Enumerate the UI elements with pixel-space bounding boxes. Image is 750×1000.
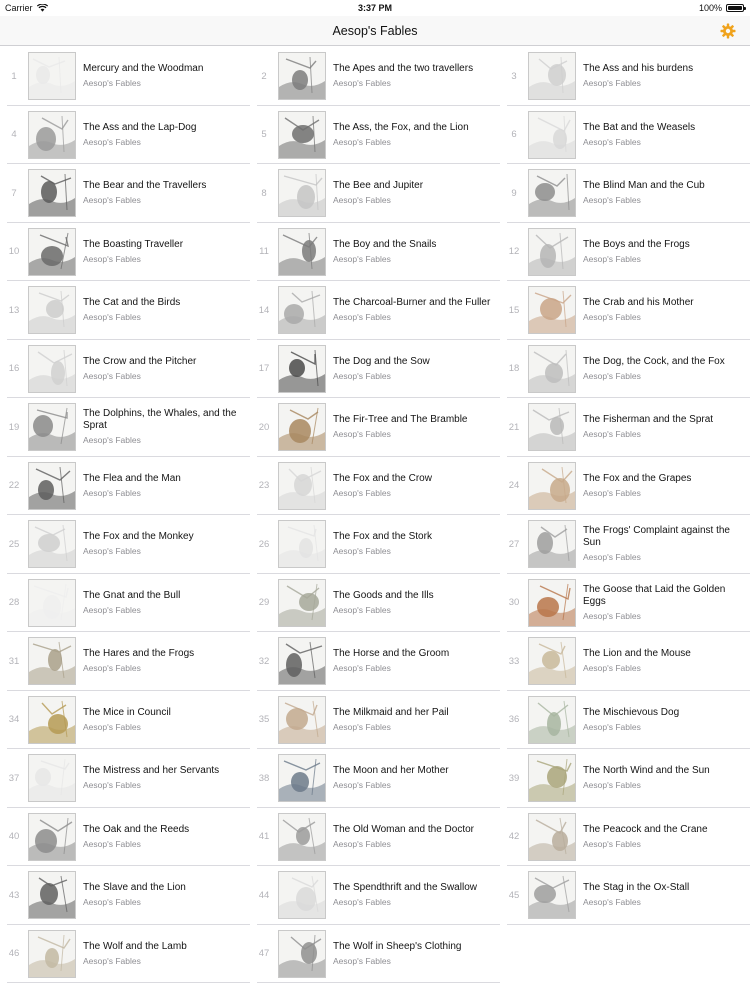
fable-illustration (28, 345, 76, 393)
fable-item[interactable] (0, 457, 250, 516)
fable-title: The Fox and the Stork (333, 531, 432, 543)
fable-title: The Gnat and the Bull (83, 589, 181, 601)
fable-subtitle: Aesop's Fables (583, 780, 641, 791)
fable-illustration (278, 169, 326, 217)
fable-text (583, 164, 742, 223)
fable-illustration (528, 871, 576, 919)
fable-index: 11 (259, 246, 269, 258)
fable-item[interactable] (250, 866, 500, 925)
fable-index: 9 (511, 187, 517, 199)
fable-illustration (28, 930, 76, 978)
fable-text (333, 632, 492, 691)
status-time: 3:37 PM (357, 3, 392, 13)
fable-title: The Boy and the Snails (333, 238, 437, 250)
fable-index: 42 (508, 831, 520, 843)
fable-subtitle: Aesop's Fables (333, 312, 391, 323)
fable-illustration (278, 520, 326, 568)
fable-text (83, 866, 242, 925)
fable-index: 40 (8, 831, 20, 843)
fable-item[interactable] (0, 866, 250, 925)
fable-subtitle: Aesop's Fables (83, 546, 141, 557)
fable-subtitle: Aesop's Fables (333, 370, 391, 381)
fable-illustration (278, 345, 326, 393)
fable-subtitle: Aesop's Fables (333, 546, 391, 557)
fable-subtitle: Aesop's Fables (583, 897, 641, 908)
fable-index: 4 (11, 129, 17, 141)
fable-item[interactable] (250, 47, 500, 106)
fable-illustration (528, 403, 576, 451)
fable-item[interactable] (250, 106, 500, 165)
fable-text (83, 398, 242, 457)
fable-subtitle: Aesop's Fables (333, 429, 391, 440)
fable-illustration (278, 754, 326, 802)
fable-text (333, 106, 492, 165)
fable-text (583, 691, 742, 750)
fable-index: 20 (258, 421, 270, 433)
fable-subtitle: Aesop's Fables (583, 429, 641, 440)
fable-item[interactable] (500, 164, 750, 223)
fable-index: 8 (261, 187, 267, 199)
fable-item[interactable] (0, 632, 250, 691)
fable-illustration (278, 462, 326, 510)
fable-index: 35 (258, 714, 270, 726)
status-right (699, 3, 744, 13)
fable-index: 45 (508, 889, 520, 901)
fable-item[interactable] (0, 925, 250, 984)
fable-title: The Fox and the Crow (333, 472, 432, 484)
fable-subtitle: Aesop's Fables (333, 136, 391, 147)
fable-title: The Apes and the two travellers (333, 63, 474, 75)
fable-index: 21 (508, 421, 520, 433)
fable-item[interactable] (250, 457, 500, 516)
fable-title: The North Wind and the Sun (583, 765, 710, 777)
fable-index: 14 (258, 304, 270, 316)
status-bar (0, 0, 750, 16)
fable-subtitle: Aesop's Fables (83, 838, 141, 849)
fable-subtitle: Aesop's Fables (83, 78, 141, 89)
fable-illustration (28, 403, 76, 451)
fable-index: 13 (8, 304, 20, 316)
fable-title: The Hares and the Frogs (83, 648, 195, 660)
fable-illustration (528, 52, 576, 100)
fable-subtitle: Aesop's Fables (83, 663, 141, 674)
fable-subtitle: Aesop's Fables (583, 721, 641, 732)
fable-title: The Bee and Jupiter (333, 180, 424, 192)
fable-illustration (28, 754, 76, 802)
battery-percent: 100% (698, 3, 722, 13)
fable-text (333, 574, 492, 633)
fable-index: 30 (508, 597, 520, 609)
fable-index: 41 (258, 831, 270, 843)
fable-index: 5 (261, 129, 267, 141)
fable-title: The Oak and the Reeds (83, 823, 190, 835)
fable-index: 23 (258, 480, 270, 492)
fable-illustration (28, 52, 76, 100)
fable-item[interactable] (0, 749, 250, 808)
fable-item[interactable] (250, 398, 500, 457)
fable-subtitle: Aesop's Fables (583, 312, 641, 323)
fable-item[interactable] (500, 106, 750, 165)
settings-button[interactable] (718, 21, 738, 41)
fable-text (583, 866, 742, 925)
fable-text (333, 515, 492, 574)
fable-illustration (28, 228, 76, 276)
fable-index: 27 (508, 538, 520, 550)
fable-subtitle: Aesop's Fables (83, 435, 141, 446)
fable-subtitle: Aesop's Fables (583, 663, 641, 674)
fable-index: 28 (8, 597, 20, 609)
fable-title: The Boasting Traveller (83, 238, 184, 250)
fable-title: The Wolf and the Lamb (83, 940, 187, 952)
fable-subtitle: Aesop's Fables (583, 552, 641, 563)
fable-subtitle: Aesop's Fables (333, 897, 391, 908)
fable-title: The Ass and the Lap-Dog (83, 121, 197, 133)
fable-subtitle: Aesop's Fables (83, 136, 141, 147)
fable-text (333, 223, 492, 282)
fable-subtitle: Aesop's Fables (83, 955, 141, 966)
fable-illustration (28, 286, 76, 334)
fable-item[interactable] (250, 808, 500, 867)
fable-subtitle: Aesop's Fables (333, 78, 391, 89)
fable-subtitle: Aesop's Fables (333, 955, 391, 966)
fable-index: 37 (8, 772, 20, 784)
fable-illustration (278, 228, 326, 276)
fable-title: The Old Woman and the Doctor (333, 823, 474, 835)
fable-illustration (528, 286, 576, 334)
fable-illustration (28, 111, 76, 159)
fable-item[interactable] (0, 691, 250, 750)
fable-title: The Fox and the Monkey (83, 531, 194, 543)
fable-subtitle: Aesop's Fables (333, 663, 391, 674)
fable-item[interactable] (500, 691, 750, 750)
fable-title: Mercury and the Woodman (83, 63, 204, 75)
fable-item[interactable] (500, 457, 750, 516)
fable-index: 43 (8, 889, 20, 901)
fable-text (83, 925, 242, 984)
fable-item[interactable] (0, 574, 250, 633)
fable-title: The Goose that Laid the Golden Eggs (583, 583, 726, 607)
fable-illustration (28, 169, 76, 217)
fable-index: 24 (508, 480, 520, 492)
fable-item[interactable] (0, 398, 250, 457)
fable-subtitle: Aesop's Fables (83, 897, 141, 908)
fable-illustration (28, 462, 76, 510)
fable-illustration (28, 871, 76, 919)
fable-index: 10 (8, 246, 20, 258)
fable-item[interactable] (500, 632, 750, 691)
fable-subtitle: Aesop's Fables (333, 838, 391, 849)
fable-illustration (528, 520, 576, 568)
fable-subtitle: Aesop's Fables (83, 604, 141, 615)
fable-title: The Dog, the Cock, and the Fox (583, 355, 725, 367)
fable-index: 36 (508, 714, 520, 726)
fable-title: The Crab and his Mother (583, 297, 694, 309)
fable-item[interactable] (250, 749, 500, 808)
fable-text (583, 808, 742, 867)
fable-title: The Stag in the Ox-Stall (583, 882, 690, 894)
fable-subtitle: Aesop's Fables (583, 838, 641, 849)
fable-subtitle: Aesop's Fables (583, 610, 641, 621)
fable-illustration (528, 169, 576, 217)
fable-index: 16 (8, 363, 20, 375)
fable-illustration (528, 813, 576, 861)
fable-item[interactable] (500, 808, 750, 867)
fable-item[interactable] (0, 164, 250, 223)
fable-text (83, 223, 242, 282)
fable-title: The Boys and the Frogs (583, 238, 690, 250)
fable-illustration (528, 579, 576, 627)
fable-index: 19 (8, 421, 20, 433)
carrier-label: Carrier (5, 3, 33, 13)
fable-title: The Dog and the Sow (333, 355, 430, 367)
fable-subtitle: Aesop's Fables (83, 487, 141, 498)
fable-item[interactable] (250, 691, 500, 750)
fable-item[interactable] (0, 808, 250, 867)
fable-text (83, 691, 242, 750)
fable-index: 26 (258, 538, 270, 550)
fable-item[interactable] (250, 164, 500, 223)
gear-icon (720, 23, 736, 39)
fable-text (333, 691, 492, 750)
row-separator (507, 924, 750, 925)
fable-subtitle: Aesop's Fables (583, 370, 641, 381)
fable-text (83, 632, 242, 691)
fable-illustration (528, 696, 576, 744)
fable-title: The Mice in Council (83, 706, 171, 718)
fable-text (83, 47, 242, 106)
fable-subtitle: Aesop's Fables (83, 253, 141, 264)
fable-illustration (278, 813, 326, 861)
fable-text (333, 340, 492, 399)
fable-title: The Ass, the Fox, and the Lion (333, 121, 469, 133)
fable-text (333, 281, 492, 340)
fable-illustration (278, 52, 326, 100)
page-title: Aesop's Fables (332, 24, 418, 38)
fable-subtitle: Aesop's Fables (333, 780, 391, 791)
fable-item[interactable] (250, 223, 500, 282)
fable-subtitle: Aesop's Fables (583, 487, 641, 498)
fable-text (83, 457, 242, 516)
fable-illustration (28, 637, 76, 685)
fable-index: 47 (258, 948, 270, 960)
fable-index: 39 (508, 772, 520, 784)
fable-title: The Flea and the Man (83, 472, 181, 484)
fable-subtitle: Aesop's Fables (83, 195, 141, 206)
fable-illustration (28, 696, 76, 744)
fable-item[interactable] (0, 47, 250, 106)
fable-text (83, 749, 242, 808)
fable-item[interactable] (500, 281, 750, 340)
fable-title: The Fir-Tree and The Bramble (333, 414, 468, 426)
fable-index: 3 (511, 70, 517, 82)
fable-index: 2 (261, 70, 267, 82)
fable-subtitle: Aesop's Fables (583, 253, 641, 264)
fable-illustration (28, 813, 76, 861)
fable-title: The Crow and the Pitcher (83, 355, 197, 367)
fable-index: 18 (508, 363, 520, 375)
fable-title: The Spendthrift and the Swallow (333, 882, 477, 894)
fable-text (333, 925, 492, 984)
fable-item[interactable] (250, 632, 500, 691)
fable-text (583, 749, 742, 808)
fable-text (583, 281, 742, 340)
fable-index: 12 (508, 246, 520, 258)
fable-title: The Lion and the Mouse (583, 648, 691, 660)
fable-illustration (528, 228, 576, 276)
fable-item[interactable] (250, 925, 500, 984)
fable-subtitle: Aesop's Fables (333, 253, 391, 264)
fable-illustration (528, 637, 576, 685)
fable-index: 29 (258, 597, 270, 609)
fable-title: The Milkmaid and her Pail (333, 706, 449, 718)
fable-illustration (278, 286, 326, 334)
fable-subtitle: Aesop's Fables (333, 604, 391, 615)
fable-subtitle: Aesop's Fables (333, 487, 391, 498)
fable-item[interactable] (0, 515, 250, 574)
fable-item[interactable] (0, 223, 250, 282)
fable-title: The Bat and the Weasels (583, 121, 696, 133)
fable-item[interactable] (500, 398, 750, 457)
fable-illustration (278, 930, 326, 978)
fable-title: The Cat and the Birds (83, 297, 181, 309)
fable-index: 34 (8, 714, 20, 726)
fable-text (333, 749, 492, 808)
fable-title: The Charcoal-Burner and the Fuller (333, 297, 491, 309)
fable-illustration (278, 579, 326, 627)
fable-index: 33 (508, 655, 520, 667)
fable-illustration (28, 579, 76, 627)
fable-text (583, 515, 742, 574)
fable-item[interactable] (500, 340, 750, 399)
fable-text (583, 398, 742, 457)
fable-index: 17 (258, 363, 270, 375)
fable-illustration (278, 637, 326, 685)
battery-icon (726, 4, 744, 12)
fable-text (333, 47, 492, 106)
fable-subtitle: Aesop's Fables (83, 780, 141, 791)
fable-text (333, 866, 492, 925)
fable-subtitle: Aesop's Fables (333, 195, 391, 206)
fable-index: 38 (258, 772, 270, 784)
fable-text (83, 808, 242, 867)
fable-title: The Goods and the Ills (333, 589, 434, 601)
fable-text (83, 574, 242, 633)
fable-text (333, 808, 492, 867)
fable-title: The Blind Man and the Cub (583, 180, 705, 192)
fable-illustration (278, 871, 326, 919)
fable-subtitle: Aesop's Fables (83, 721, 141, 732)
fable-illustration (528, 754, 576, 802)
fable-title: The Bear and the Travellers (83, 180, 207, 192)
fable-text (83, 106, 242, 165)
fable-title: The Fisherman and the Sprat (583, 414, 714, 426)
fable-item[interactable] (500, 223, 750, 282)
fable-item[interactable] (500, 866, 750, 925)
fable-subtitle: Aesop's Fables (583, 195, 641, 206)
fable-text (333, 164, 492, 223)
fable-illustration (528, 111, 576, 159)
fable-text (333, 398, 492, 457)
fable-text (583, 106, 742, 165)
fable-title: The Dolphins, the Whales, and the Sprat (83, 408, 237, 432)
fable-index: 46 (8, 948, 20, 960)
fable-index: 32 (258, 655, 270, 667)
fable-index: 7 (11, 187, 17, 199)
fable-item[interactable] (0, 106, 250, 165)
fable-item[interactable] (500, 515, 750, 574)
fable-title: The Fox and the Grapes (583, 472, 692, 484)
fable-text (583, 223, 742, 282)
fable-item[interactable] (500, 574, 750, 633)
fable-text (333, 457, 492, 516)
fable-illustration (28, 520, 76, 568)
fable-text (83, 515, 242, 574)
fable-text (83, 164, 242, 223)
fable-illustration (528, 345, 576, 393)
fable-title: The Slave and the Lion (83, 882, 186, 894)
fable-subtitle: Aesop's Fables (583, 136, 641, 147)
fable-subtitle: Aesop's Fables (83, 370, 141, 381)
fable-index: 15 (508, 304, 520, 316)
navigation-bar (0, 16, 750, 46)
fable-illustration (278, 111, 326, 159)
fable-text (83, 281, 242, 340)
fable-index: 31 (8, 655, 20, 667)
fable-illustration (278, 696, 326, 744)
fable-title: The Mistress and her Servants (83, 765, 220, 777)
fable-index: 6 (511, 129, 517, 141)
fable-item[interactable] (500, 47, 750, 106)
fable-text (583, 457, 742, 516)
fable-item[interactable] (0, 281, 250, 340)
fable-item[interactable] (250, 574, 500, 633)
fable-title: The Ass and his burdens (583, 63, 694, 75)
fable-title: The Peacock and the Crane (583, 823, 708, 835)
row-separator (7, 982, 250, 983)
fable-item[interactable] (250, 281, 500, 340)
fable-text (583, 574, 742, 633)
fable-text (83, 340, 242, 399)
fable-title: The Mischievous Dog (583, 706, 680, 718)
fable-title: The Wolf in Sheep's Clothing (333, 940, 462, 952)
fable-index: 22 (8, 480, 20, 492)
fable-item[interactable] (250, 340, 500, 399)
fable-subtitle: Aesop's Fables (583, 78, 641, 89)
fable-subtitle: Aesop's Fables (333, 721, 391, 732)
fable-text (583, 47, 742, 106)
row-separator (257, 982, 500, 983)
fable-illustration (278, 403, 326, 451)
fable-item[interactable] (250, 515, 500, 574)
fable-text (583, 340, 742, 399)
fable-index: 44 (258, 889, 270, 901)
fable-subtitle: Aesop's Fables (83, 312, 141, 323)
fable-item[interactable] (500, 749, 750, 808)
fable-index: 25 (8, 538, 20, 550)
fable-title: The Moon and her Mother (333, 765, 449, 777)
fable-index: 1 (11, 70, 17, 82)
fable-title: The Horse and the Groom (333, 648, 450, 660)
fable-illustration (528, 462, 576, 510)
fable-item[interactable] (0, 340, 250, 399)
fable-title: The Frogs' Complaint against the Sun (583, 525, 730, 549)
fable-text (583, 632, 742, 691)
